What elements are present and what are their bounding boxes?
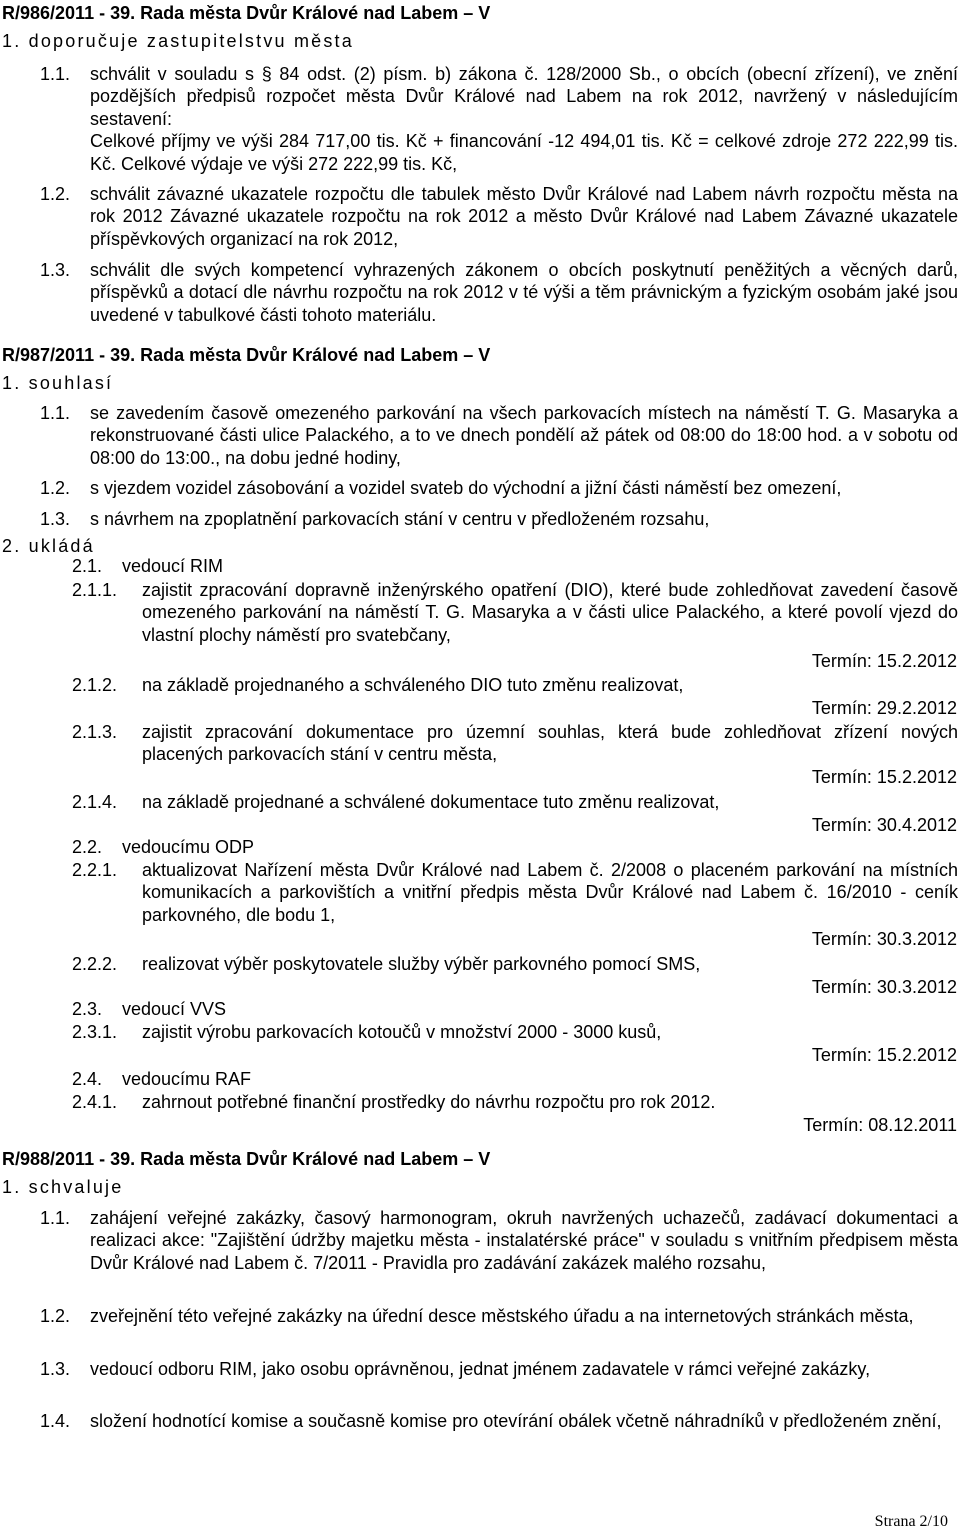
page-number: Strana 2/10 <box>874 1513 948 1530</box>
task-text: zahrnout potřebné finanční prostředky do návrhu rozpočtu pro rok 2012. <box>142 1092 716 1112</box>
group-title: vedoucí VVS <box>122 999 227 1019</box>
resolution-verb: 1. schvaluje <box>2 1177 124 1197</box>
task-text: na základě projednané a schválené dokumentace tuto změnu realizovat, <box>142 792 720 812</box>
resolution-verb: 1. doporučuje zastupitelstvu města <box>2 31 354 51</box>
item-text: schválit v souladu s § 84 odst. (2) písm. b) zákona č. 128/2000 Sb., o obcích (obecní zřízení), ve znění pozdějších předpisů rozpočet města Dvůr Králové nad Labem na rok 2012, navržený v následujícím sestavení: Celkové příjmy ve výši 284 717,00 tis. Kč + financování -12 494,01 tis. Kč = celkové zdroje 272 222,99 tis. Kč. Celkové výdaje ve výši 272 222,99 tis. Kč, <box>90 64 958 174</box>
task-deadline: Termín: 30.4.2012 <box>811 815 957 835</box>
task-number: 2.1.2. <box>72 675 118 695</box>
item-text: s vjezdem vozidel zásobování a vozidel svateb do východní a jižní části náměstí bez omezení, <box>90 478 842 498</box>
group-title: vedoucímu RAF <box>122 1069 252 1089</box>
item-text: složení hodnotící komise a současně komise pro otevírání obálek včetně náhradníků v předloženém znění, <box>90 1411 942 1431</box>
task-deadline: Termín: 30.3.2012 <box>811 929 957 949</box>
group-number: 2.2. <box>72 837 103 857</box>
task-text: zajistit výrobu parkovacích kotoučů v množství 2000 - 3000 kusů, <box>142 1022 662 1042</box>
task-number: 2.2.1. <box>72 860 118 880</box>
item-number: 1.3. <box>40 260 71 280</box>
task-number: 2.3.1. <box>72 1022 118 1042</box>
task-deadline: Termín: 08.12.2011 <box>803 1115 957 1135</box>
task-text: zajistit zpracování dopravně inženýrského opatření (DIO), které bude zohledňovat zavedení časově omezeného parkování na náměstí T. G. Masaryka a v části ulice Palackého, a které povolí vjezd do vlastní plochy náměstí pro svatebčany, <box>142 580 958 645</box>
item-text: zahájení veřejné zakázky, časový harmonogram, okruh navržených uchazečů, zadávací dokumentaci a realizaci akce: "Zajištění údržby majetku města - instalatérské práce" v souladu s vnitřním předpisem města Dvůr Králové nad Labem č. 7/2011 - Pravidla pro zadávání zakázek malého rozsahu, <box>90 1208 958 1273</box>
item-text: se zavedením časově omezeného parkování na všech parkovacích místech na náměstí T. G. Masaryka a rekonstruované části ulice Palackého, a to ve dnech pondělí až pátek od 08:00 do 18:00 hod. a v sobotu od 08:00 do 13:00., na dobu jedné hodiny, <box>90 403 958 468</box>
task-number: 2.1.4. <box>72 792 118 812</box>
group-number: 2.1. <box>72 556 103 576</box>
task-text: na základě projednaného a schváleného DIO tuto změnu realizovat, <box>142 675 684 695</box>
resolution-verb: 1. souhlasí <box>2 373 114 393</box>
item-number: 1.3. <box>40 1359 71 1379</box>
group-number: 2.4. <box>72 1069 103 1089</box>
item-number: 1.4. <box>40 1411 71 1431</box>
item-number: 1.1. <box>40 1208 71 1228</box>
task-text: aktualizovat Nařízení města Dvůr Králové nad Labem č. 2/2008 o placeném parkování na místních komunikacích a parkovištích a vnitřní předpis města Dvůr Králové nad Labem č. 16/2010 - ceník parkovného, dle bodu 1, <box>142 860 958 925</box>
task-deadline: Termín: 30.3.2012 <box>811 977 957 997</box>
resolution-heading: R/986/2011 - 39. Rada města Dvůr Králové nad Labem – V <box>2 3 491 23</box>
item-number: 1.3. <box>40 509 71 529</box>
task-number: 2.1.1. <box>72 580 118 600</box>
item-number: 1.2. <box>40 478 71 498</box>
group-title: vedoucímu ODP <box>122 837 255 857</box>
task-number: 2.1.3. <box>72 722 118 742</box>
task-deadline: Termín: 29.2.2012 <box>811 698 957 718</box>
item-number: 1.1. <box>40 64 71 84</box>
item-number: 1.2. <box>40 184 71 204</box>
task-deadline: Termín: 15.2.2012 <box>811 651 957 671</box>
resolution-verb: 2. ukládá <box>2 536 95 556</box>
item-text: zveřejnění této veřejné zakázky na úřední desce městského úřadu a na internetových stránkách města, <box>90 1306 914 1326</box>
task-text: zajistit zpracování dokumentace pro územní souhlas, která bude zohledňovat zřízení nových placených parkovacích stání v centru města, <box>142 722 958 765</box>
item-text: schválit dle svých kompetencí vyhrazených zákonem o obcích poskytnutí peněžitých a věcných darů, příspěvků a dotací dle návrhu rozpočtu na rok 2012 v té výši a těm právnickým a fyzickým osobám jaké jsou uvedené v tabulkové části tohoto materiálu. <box>90 260 958 325</box>
item-text: s návrhem na zpoplatnění parkovacích stání v centru v předloženém rozsahu, <box>90 509 710 529</box>
task-deadline: Termín: 15.2.2012 <box>811 1045 957 1065</box>
task-text: realizovat výběr poskytovatele služby výběr parkovného pomocí SMS, <box>142 954 701 974</box>
item-text: vedoucí odboru RIM, jako osobu oprávněnou, jednat jménem zadavatele v rámci veřejné zakázky, <box>90 1359 871 1379</box>
resolution-heading: R/988/2011 - 39. Rada města Dvůr Králové nad Labem – V <box>2 1149 491 1169</box>
resolution-heading: R/987/2011 - 39. Rada města Dvůr Králové nad Labem – V <box>2 345 491 365</box>
task-number: 2.2.2. <box>72 954 118 974</box>
item-number: 1.1. <box>40 403 71 423</box>
task-deadline: Termín: 15.2.2012 <box>811 767 957 787</box>
group-title: vedoucí RIM <box>122 556 224 576</box>
item-text: schválit závazné ukazatele rozpočtu dle tabulek město Dvůr Králové nad Labem návrh rozpočtu města na rok 2012 Závazné ukazatele rozpočtu na rok 2012 a město Dvůr Králové nad Labem Závazné ukazatele příspěvkových organizací na rok 2012, <box>90 184 958 249</box>
group-number: 2.3. <box>72 999 103 1019</box>
task-number: 2.4.1. <box>72 1092 118 1112</box>
item-number: 1.2. <box>40 1306 71 1326</box>
